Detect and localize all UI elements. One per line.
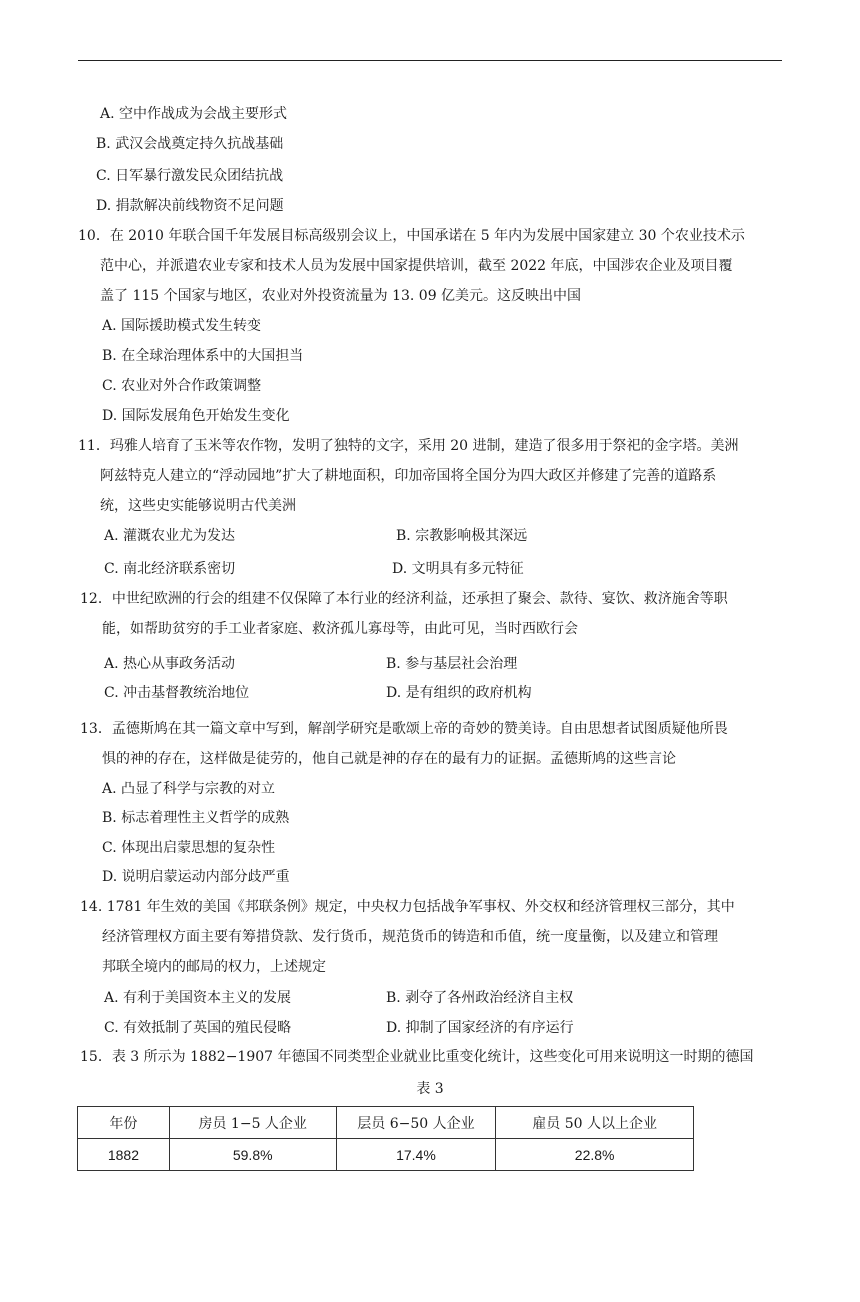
- q14-stem-line-2: 经济管理权方面主要有筹措贷款、发行货币，规范货币的铸造和币值，统一度量衡，以及建立和管理: [102, 929, 718, 945]
- q14-option-c: C. 有效抵制了英国的殖民侵略: [104, 1020, 292, 1036]
- header-rule: [78, 60, 782, 61]
- q12-option-b: B. 参与基层社会治理: [386, 656, 518, 672]
- q12-stem-line-2: 能，如帮助贫穷的手工业者家庭、救济孤儿寡母等，由此可见，当时西欧行会: [102, 621, 578, 637]
- q14-option-b: B. 剥夺了各州政治经济自主权: [386, 990, 574, 1006]
- q13-option-a: A. 凸显了科学与宗教的对立: [102, 781, 276, 797]
- table-header-year: 年份: [78, 1107, 170, 1139]
- q14-option-d: D. 抑制了国家经济的有序运行: [386, 1020, 574, 1036]
- q10-stem-line-1: 10．在 2010 年联合国千年发展目标高级别会议上，中国承诺在 5 年内为发展中国家建立 30 个农业技术示: [78, 228, 745, 244]
- table-header-small: 房员 1−5 人企业: [169, 1107, 336, 1139]
- q11-option-d: D. 文明具有多元特征: [392, 561, 524, 577]
- q12-option-d: D. 是有组织的政府机构: [386, 685, 532, 701]
- q11-stem-line-1: 11．玛雅人培育了玉米等农作物，发明了独特的文字，采用 20 进制，建造了很多用于祭祀的金字塔。美洲: [78, 438, 739, 454]
- q11-option-b: B. 宗教影响极其深远: [396, 528, 528, 544]
- table-header-row: [78, 1107, 694, 1139]
- q10-option-d: D. 国际发展角色开始发生变化: [102, 408, 290, 424]
- q11-option-c: C. 南北经济联系密切: [104, 561, 236, 577]
- q9-option-b: B. 武汉会战奠定持久抗战基础: [96, 136, 284, 152]
- table-header-large: 雇员 50 人以上企业: [496, 1107, 694, 1139]
- q9-option-a: A. 空中作战成为会战主要形式: [100, 106, 288, 122]
- q13-option-c: C. 体现出启蒙思想的复杂性: [102, 840, 276, 856]
- table-cell-small: 59.8%: [169, 1139, 336, 1171]
- q12-option-c: C. 冲击基督教统治地位: [104, 685, 250, 701]
- q12-option-a: A. 热心从事政务活动: [104, 656, 236, 672]
- q10-stem-line-3: 盖了 115 个国家与地区，农业对外投资流量为 13. 09 亿美元。这反映出中国: [100, 288, 582, 304]
- q9-option-d: D. 捐款解决前线物资不足问题: [96, 198, 284, 214]
- q13-option-b: B. 标志着理性主义哲学的成熟: [102, 810, 290, 826]
- q10-option-c: C. 农业对外合作政策调整: [102, 378, 262, 394]
- q14-option-a: A. 有利于美国资本主义的发展: [104, 990, 292, 1006]
- employment-table: [77, 1106, 694, 1171]
- q12-stem-line-1: 12．中世纪欧洲的行会的组建不仅保障了本行业的经济利益，还承担了聚会、款待、宴饮、救济施舍等职: [80, 591, 728, 607]
- table-cell-medium: 17.4%: [336, 1139, 496, 1171]
- q13-option-d: D. 说明启蒙运动内部分歧严重: [102, 869, 290, 885]
- table-header-medium: 层员 6−50 人企业: [336, 1107, 496, 1139]
- table-cell-year: 1882: [78, 1139, 170, 1171]
- q13-stem-line-2: 惧的神的存在，这样做是徒劳的，他自己就是神的存在的最有力的证据。孟德斯鸠的这些言论: [102, 751, 676, 767]
- q9-option-c: C. 日军暴行激发民众团结抗战: [96, 168, 284, 184]
- q10-stem-line-2: 范中心，并派遣农业专家和技术人员为发展中国家提供培训，截至 2022 年底，中国涉农企业及项目覆: [100, 258, 733, 274]
- q10-option-b: B. 在全球治理体系中的大国担当: [102, 348, 304, 364]
- q11-option-a: A. 灌溉农业尤为发达: [104, 528, 236, 544]
- q11-stem-line-2: 阿兹特克人建立的“浮动园地”扩大了耕地面积，印加帝国将全国分为四大政区并修建了完善的道路系: [100, 468, 717, 484]
- q13-stem-line-1: 13．孟德斯鸠在其一篇文章中写到，解剖学研究是歌颂上帝的奇妙的赞美诗。自由思想者试图质疑他所畏: [80, 721, 728, 737]
- table-row: [78, 1139, 694, 1171]
- q11-stem-line-3: 统，这些史实能够说明古代美洲: [100, 498, 296, 514]
- table-caption: 表 3: [416, 1081, 444, 1097]
- q14-stem-line-3: 邦联全境内的邮局的权力，上述规定: [102, 959, 326, 975]
- q15-stem-line-1: 15．表 3 所示为 1882−1907 年德国不同类型企业就业比重变化统计，这些变化可用来说明这一时期的德国: [80, 1049, 754, 1065]
- q14-stem-line-1: 14. 1781 年生效的美国《邦联条例》规定，中央权力包括战争军事权、外交权和经济管理权三部分，其中: [80, 899, 735, 915]
- q10-option-a: A. 国际援助模式发生转变: [102, 318, 262, 334]
- table-cell-large: 22.8%: [496, 1139, 694, 1171]
